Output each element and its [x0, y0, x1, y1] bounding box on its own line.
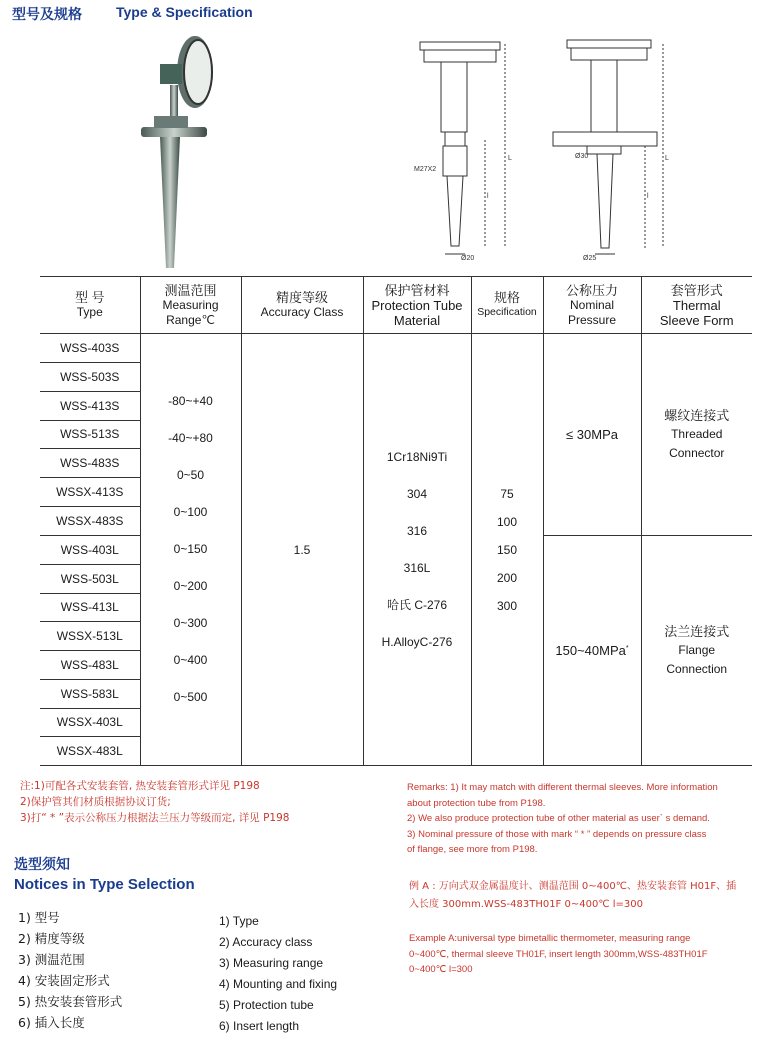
range-value: 0~200 — [173, 579, 208, 593]
list-item: 1) 型号 — [18, 910, 60, 925]
technical-drawing — [405, 36, 675, 268]
type-cell: WSS-583L — [40, 679, 140, 708]
note-cn-line: 3)打“ * ”表示公称压力根据法兰压力等级而定, 详见 P198 — [20, 812, 290, 824]
spec-value: 200 — [496, 570, 518, 585]
note-en-line: 2) We also produce protection tube of other material as user` s demand. — [407, 813, 710, 824]
label-d20: Ø20 — [461, 255, 475, 262]
list-item: 6) Insert length — [219, 1019, 300, 1033]
section-title-cn: 型号及规格 — [12, 7, 82, 23]
material-value: 316L — [403, 560, 431, 575]
type-cell: WSSX-403L — [40, 708, 140, 737]
range-value: 0~100 — [173, 505, 208, 519]
sleeve-flange-cell: 法兰连接式 Flange Connection — [641, 536, 752, 766]
selection-list-cn — [18, 907, 122, 1033]
type-cell: WSS-483L — [40, 651, 140, 680]
material-value: 316 — [406, 523, 428, 538]
example-cn — [409, 878, 771, 914]
spec-value: 150 — [496, 542, 518, 557]
range-value: 0~50 — [176, 468, 205, 482]
list-item: 5) 热安装套管形式 — [18, 994, 123, 1009]
list-item: 3) 测温范围 — [18, 952, 85, 967]
range-value: 0~500 — [173, 690, 208, 704]
label-l2-2: l — [647, 193, 649, 200]
range-value: 0~300 — [173, 616, 208, 630]
list-item: 1) Type — [219, 914, 259, 928]
header-accuracy: 精度等级 Accuracy Class — [241, 277, 363, 334]
material-value: 哈氏 C-276 — [386, 597, 448, 612]
spec-cell — [471, 334, 543, 766]
label-m27: M27X2 — [414, 166, 437, 173]
example-en-line: Example A:universal type bimetallic thermometer, measuring range — [409, 933, 691, 944]
header-pressure: 公称压力 Nominal Pressure — [543, 277, 641, 334]
type-cell: WSSX-483S — [40, 507, 140, 536]
header-spec: 规格 Specification — [471, 277, 543, 334]
label-l-1: L — [508, 155, 512, 162]
example-en-line: 0~400℃ l=300 — [409, 964, 473, 975]
sleeve-threaded-cell: 螺纹连接式 Threaded Connector — [641, 334, 752, 536]
range-value: -40~+80 — [168, 431, 213, 445]
type-cell: WSS-413S — [40, 391, 140, 420]
type-cell: WSS-403S — [40, 334, 140, 363]
note-cn-line: 注:1)可配各式安装套管, 热安装套管形式详见 P198 — [20, 780, 260, 792]
label-d25: Ø25 — [583, 255, 597, 262]
note-cn-line: 2)保护管其们材质根据协议订货; — [20, 796, 171, 808]
range-value: 0~150 — [173, 542, 208, 556]
selection-title-cn: 选型须知 — [14, 857, 70, 873]
accuracy-cell: 1.5 — [241, 334, 363, 766]
label-l2-1: l — [487, 193, 489, 200]
label-l-2: L — [665, 155, 669, 162]
list-item: 2) 精度等级 — [18, 931, 85, 946]
type-cell: WSSX-413S — [40, 478, 140, 507]
type-cell: WSS-503S — [40, 362, 140, 391]
example-cn-line: 入长度 300mm.WSS-483TH01F 0~400℃ l=300 — [409, 899, 643, 910]
note-en-line: 3) Nominal pressure of those with mark “ * ” depends on pressure class — [407, 828, 707, 840]
type-cell: WSS-413L — [40, 593, 140, 622]
pressure-flange-mark: * — [625, 645, 629, 652]
selection-list-en — [219, 911, 337, 1037]
list-item: 2) Accuracy class — [219, 935, 313, 949]
spec-table — [40, 276, 752, 766]
type-cell: WSS-483S — [40, 449, 140, 478]
range-value: -80~+40 — [168, 394, 213, 408]
spec-value: 75 — [500, 486, 514, 501]
notes-cn — [20, 778, 390, 826]
pressure-threaded-cell: ≤ 30MPa — [543, 334, 641, 536]
note-en-line: of flange, see more from P198. — [407, 844, 538, 855]
example-en-line: 0~400℃, thermal sleeve TH01F, insert length 300mm,WSS-483TH01F — [409, 948, 708, 960]
header-range: 测温范围 Measuring Range℃ — [140, 277, 241, 334]
label-d30: Ø30 — [575, 153, 589, 160]
spec-value: 300 — [496, 598, 518, 613]
type-cell: WSS-503L — [40, 564, 140, 593]
material-value: 304 — [406, 486, 428, 501]
header-material: 保护管材料 Protection Tube Material — [363, 277, 471, 334]
spec-value: 100 — [496, 514, 518, 529]
list-item: 3) Measuring range — [219, 956, 324, 970]
note-en-line: about protection tube from P198. — [407, 797, 546, 809]
type-cell: WSSX-513L — [40, 622, 140, 651]
example-en — [409, 931, 771, 978]
list-item: 6) 插入长度 — [18, 1015, 85, 1030]
type-cell: WSSX-483L — [40, 737, 140, 766]
list-item: 4) 安装固定形式 — [18, 973, 110, 988]
list-item: 5) Protection tube — [219, 998, 314, 1012]
table-header-row — [40, 277, 752, 334]
example-cn-line: 例 A : 万向式双金属温度计、测温范围 0~400℃、热安装套管 H01F、插 — [409, 881, 737, 892]
type-cell: WSS-513S — [40, 420, 140, 449]
selection-title-en: Notices in Type Selection — [14, 876, 195, 893]
material-value: H.AlloyC-276 — [381, 634, 453, 649]
range-value: 0~400 — [173, 653, 208, 667]
range-cell — [140, 334, 241, 766]
section-title-en: Type & Specification — [116, 4, 253, 20]
header-sleeve: 套管形式 Thermal Sleeve Form — [641, 277, 752, 334]
list-item: 4) Mounting and fixing — [219, 977, 338, 991]
material-cell — [363, 334, 471, 766]
type-cell: WSS-403L — [40, 536, 140, 565]
notes-en — [407, 780, 777, 858]
note-en-line: Remarks: 1) It may match with different thermal sleeves. More information — [407, 782, 718, 793]
pressure-flange-cell: 150~40MPa* — [543, 536, 641, 766]
header-type: 型 号 Type — [40, 277, 140, 334]
material-value: 1Cr18Ni9Ti — [386, 449, 448, 464]
thermometer-photo — [138, 30, 228, 270]
